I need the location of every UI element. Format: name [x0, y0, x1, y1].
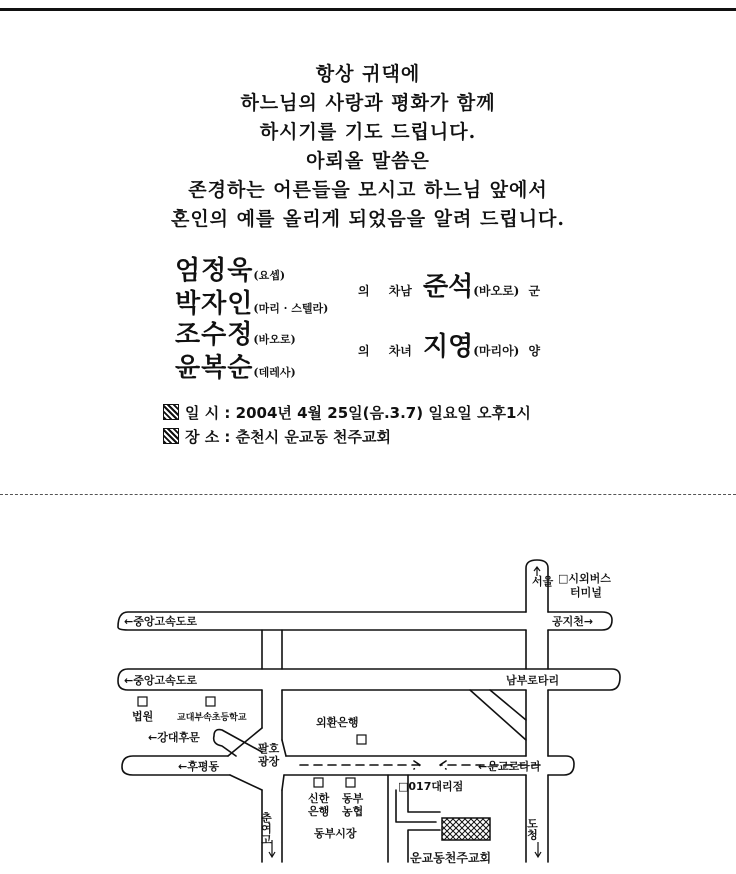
place-value: 춘천시 운교동 천주교회 — [235, 428, 392, 446]
map-label-exchange-bank: 외환은행 — [316, 716, 359, 729]
groom-of: 의 — [358, 284, 370, 298]
map-label-shinhan-2: 은행 — [308, 805, 330, 818]
map-label-court: 법원 — [132, 710, 154, 723]
map-label-shinhan-1: 신한 — [308, 792, 330, 805]
greeting-line: 하느님의 사랑과 평화가 함께 — [240, 92, 496, 114]
church-icon — [442, 818, 490, 840]
greeting-line: 하시기를 기도 드립니다. — [259, 121, 477, 143]
bride-baptismal: (마리아) — [473, 344, 520, 358]
map-label-docheong: 도청 — [525, 818, 539, 840]
bride-mother-baptismal: (데레사) — [253, 366, 296, 379]
map-label-dongbu-1: 동부 — [342, 792, 364, 805]
bride-of: 의 — [358, 344, 370, 358]
shinhan-marker — [314, 778, 323, 787]
groom-suffix: 군 — [528, 284, 541, 298]
map-label-gongjicheon: 공지천→ — [552, 615, 594, 628]
map-label-nambu-rotary: 남부로타리 — [506, 674, 560, 687]
bride-relation: 차녀 — [388, 344, 412, 358]
map-label-gangdae-gate: ←강대후문 — [148, 731, 200, 744]
map-label-market: 동부시장 — [314, 827, 357, 840]
greeting-line: 존경하는 어른들을 모시고 하느님 앞에서 — [188, 179, 548, 201]
map-label-terminal-1: □시외버스 — [558, 572, 611, 585]
map-label-palho-1: 팔호 — [258, 742, 280, 755]
school-marker — [206, 697, 215, 706]
greeting-line: 항상 귀댁에 — [315, 63, 421, 85]
groom-mother-name: 박자인 — [175, 289, 254, 319]
bride-suffix: 양 — [528, 344, 541, 358]
map-label-palho-2: 광장 — [258, 755, 280, 768]
map-label-hupyeong: ←후평동 — [178, 760, 220, 773]
groom-relation: 차남 — [388, 284, 412, 298]
bride-father-baptismal: (바오로) — [253, 333, 296, 346]
court-marker — [138, 697, 147, 706]
map-label-terminal-2: 터미널 — [570, 586, 602, 599]
map-label-chuncheon-high: 춘여고 — [259, 812, 273, 845]
map-label-highway-mid: ←중앙고속도로 — [124, 674, 197, 687]
dongbu-marker — [346, 778, 355, 787]
map-label-school: 교대부속초등학교 — [177, 713, 247, 723]
map-label-agency: □017대리점 — [398, 780, 464, 793]
groom-baptismal: (바오로) — [473, 284, 520, 298]
greeting-line: 아뢰올 말씀은 — [306, 150, 430, 172]
bride-name: 지영 — [422, 332, 474, 362]
place-label: 장 소 : — [185, 428, 236, 446]
date-label: 일 시 : — [185, 404, 236, 422]
bride-father-name: 조수정 — [175, 320, 254, 350]
bank-marker — [357, 735, 366, 744]
map-label-church: 운교동천주교회 — [410, 851, 492, 865]
groom-father-baptismal: (요셉) — [253, 269, 286, 282]
map-label-highway-top: ←중앙고속도로 — [124, 615, 197, 628]
map-label-seoul: 서울 — [532, 575, 554, 588]
date-value: 2004년 4월 25일(음.3.7) 일요일 오후1시 — [235, 404, 531, 422]
groom-mother-baptismal: (마리 · 스텔라) — [253, 302, 329, 315]
groom-name: 준석 — [422, 272, 474, 302]
bride-mother-name: 윤복순 — [175, 353, 254, 383]
map-label-ungyo-rotary: ←운교로타리 — [478, 760, 541, 773]
groom-father-name: 엄정욱 — [175, 256, 254, 286]
greeting-line: 혼인의 예를 올리게 되었음을 알려 드립니다. — [170, 208, 566, 230]
map-label-dongbu-2: 농협 — [342, 805, 364, 818]
